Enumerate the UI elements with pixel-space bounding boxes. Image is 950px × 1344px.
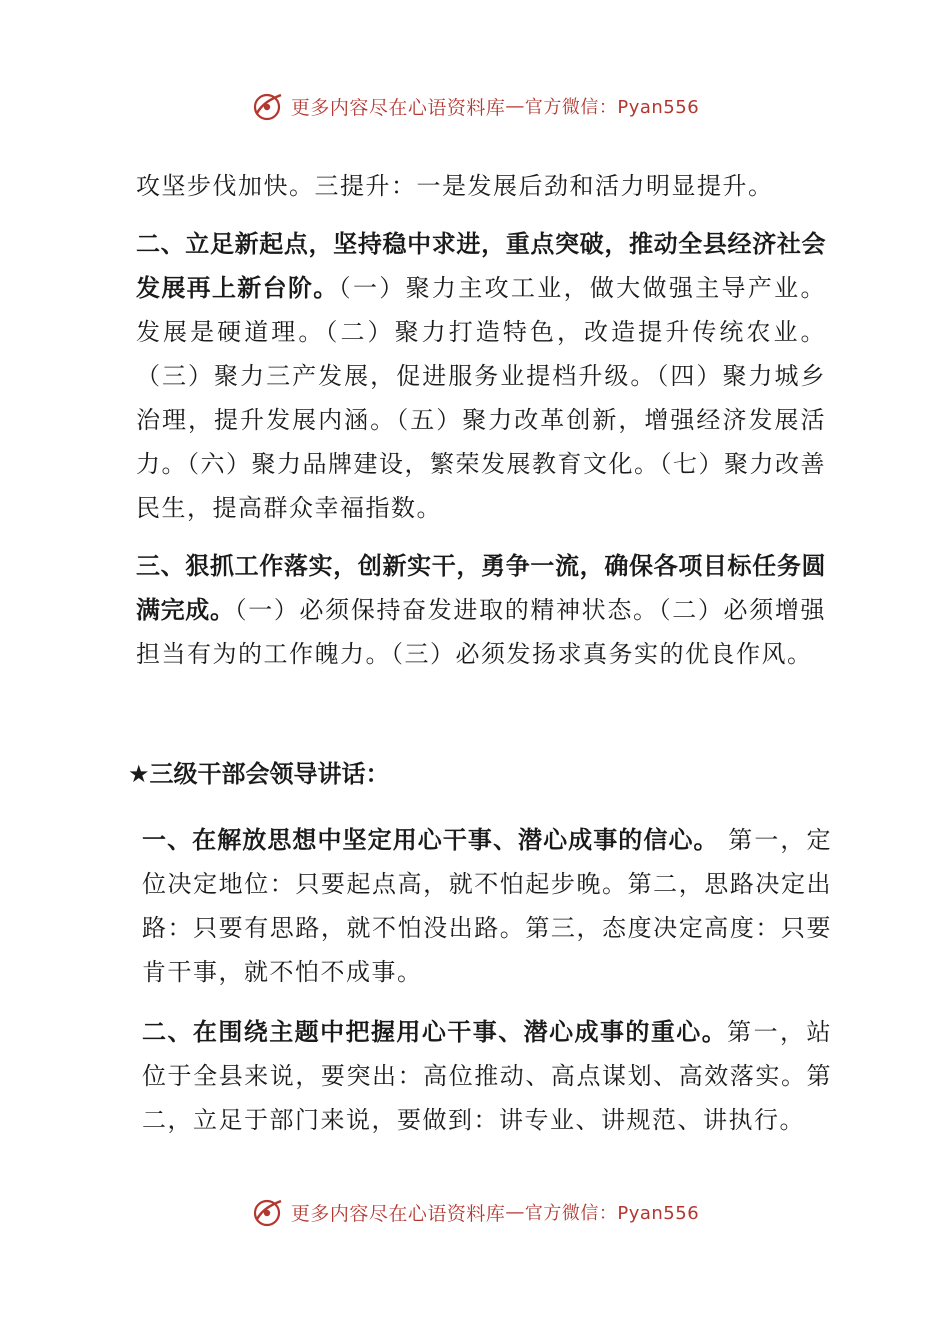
speech-point-two [142, 1010, 832, 1142]
banner-text: 更多内容尽在心语资料库 [290, 96, 506, 119]
banner-wechat: 官方微信：Pyan556 [524, 1203, 700, 1224]
banner-text: 更多内容尽在心语资料库 [290, 1202, 506, 1225]
paragraph-section-three [136, 544, 826, 676]
section-heading: ★三级干部会领导讲话： [128, 760, 390, 788]
banner-dash: — [505, 95, 525, 117]
speech-one-body: 第一，定位决定地位：只要起点高，就不怕起步晚。第二，思路决定出路：只要有思路，就不怕没出路。第三，态度决定高度：只要肯干事，就不怕不成事。 [142, 826, 832, 986]
banner-dash: — [505, 1201, 525, 1223]
section-three-body: （一）必须保持奋发进取的精神状态。（二）必须增强担当有为的工作魄力。（三）必须发扬求真务实的优良作风。 [136, 596, 826, 668]
section-two-body: （一）聚力主攻工业，做大做强主导产业。发展是硬道理。（二）聚力打造特色，改造提升传统农业。（三）聚力三产发展，促进服务业提档升级。（四）聚力城乡治理，提升发展内涵。（五）聚力改革创新，增强经济发展活力。（六）聚力品牌建设，繁荣发展教育文化。（七）聚力改善民生，提高群众幸福指数。 [136, 274, 827, 522]
paragraph-section-two [136, 222, 826, 530]
footer-banner [0, 1192, 950, 1232]
speech-two-lead: 二、在围绕主题中把握用心干事、潜心成事的重心。 [142, 1018, 728, 1046]
speech-two-body: 第一，站位于全县来说，要突出：高位推动、高点谋划、高效落实。第二，立足于部门来说，要做到：讲专业、讲规范、讲执行。 [142, 1018, 832, 1134]
speech-one-lead: 一、在解放思想中坚定用心干事、潜心成事的信心。 [142, 826, 719, 854]
speech-point-one [142, 818, 832, 994]
brand-logo-icon [251, 1195, 285, 1229]
brand-logo-icon [251, 89, 285, 123]
banner-wechat: 官方微信：Pyan556 [524, 97, 700, 118]
header-banner [0, 86, 950, 126]
section-two-lead: 二、立足新起点，坚持稳中求进，重点突破，推动全县经济社会发展再上新台阶。 [136, 230, 826, 302]
paragraph-continuation: 攻坚步伐加快。三提升：一是发展后劲和活力明显提升。 [136, 172, 774, 200]
section-three-lead: 三、狠抓工作落实，创新实干，勇争一流，确保各项目标任务圆满完成。 [136, 552, 826, 624]
